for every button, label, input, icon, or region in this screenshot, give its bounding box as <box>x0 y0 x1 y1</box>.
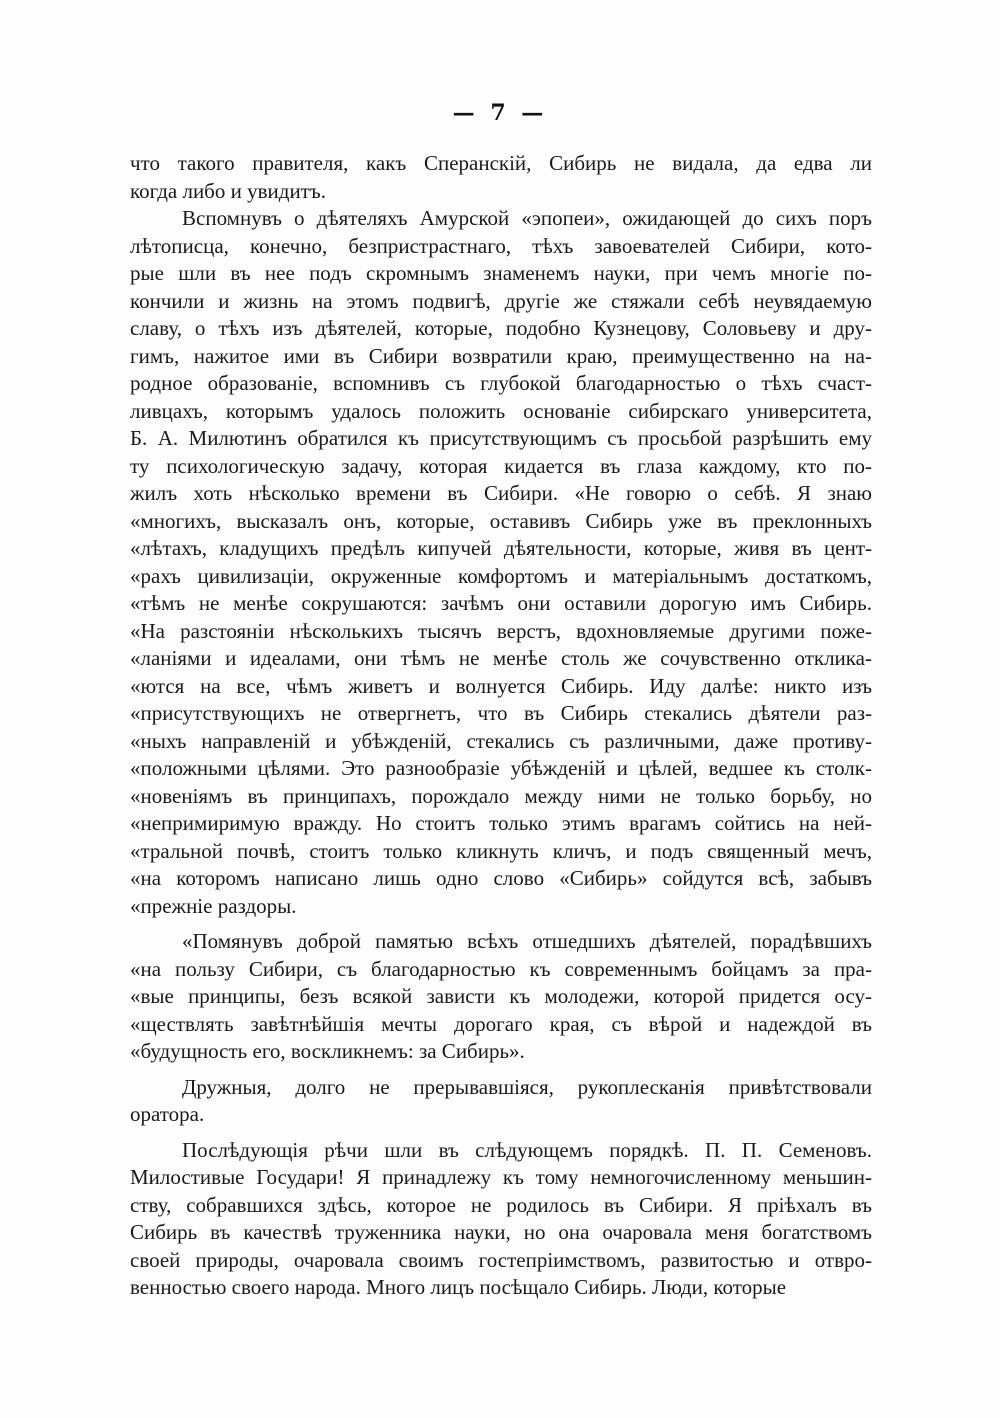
text-line: «Помянувъ доброй памятью всѣхъ отшедшихъ дѣятелей, порадѣвшихъ <box>182 929 872 953</box>
text-line: «рахъ цивилизаціи, окруженные комфортомъ и матеріальнымъ достаткомъ, <box>130 563 872 588</box>
text-line: «тральной почвѣ, стоитъ только кликнуть кличъ, и подъ священный мечъ, <box>130 838 872 863</box>
text-line: Дружныя, долго не прерывавшіяся, рукоплесканія привѣтствовали <box>182 1074 872 1099</box>
text-line: лѣтописца, конечно, безпристрастнаго, тѣхъ завоевателей Сибири, кото- <box>130 233 872 258</box>
page-number: — 7 — <box>452 100 548 126</box>
text-line: «на пользу Сибири, съ благодарностью къ современнымъ бойцамъ за пра- <box>130 956 872 981</box>
text-line: «вые принципы, безъ всякой зависти къ молодежи, которой придется осу- <box>130 984 872 1008</box>
text-line: «На разстояніи нѣсколькихъ тысячъ верстъ, вдохновляемые другими поже- <box>130 618 872 643</box>
text-line: жилъ хоть нѣсколько времени въ Сибири. «Не говорю о себѣ. Я знаю <box>130 481 872 505</box>
text-line: «непримиримую вражду. Но стоитъ только этимъ врагамъ сойтись на ней- <box>130 811 872 835</box>
paragraph <box>130 1137 872 1302</box>
text-line: славу, о тѣхъ изъ дѣятелей, которые, подобно Кузнецову, Соловьеву и дру- <box>130 316 872 340</box>
text-line: «многихъ, высказалъ онъ, которые, оставивъ Сибирь уже въ преклонныхъ <box>130 508 872 533</box>
paragraph <box>130 205 872 920</box>
text-line: ству, собравшихся здѣсь, которое не родилось въ Сибири. Я пріѣхалъ въ <box>130 1192 872 1217</box>
body-text <box>130 150 872 1302</box>
text-line: Вспомнувъ о дѣятеляхъ Амурской «эпопеи», ожидающей до сихъ поръ <box>182 206 872 230</box>
text-line: что такого правителя, какъ Сперанскій, Сибирь не видала, да едва ли <box>130 151 872 175</box>
text-line: своей природы, очаровала своимъ гостепріимствомъ, развитостью и отвро- <box>130 1247 872 1272</box>
text-line: «ныхъ направленій и убѣжденій, стекались съ различными, даже противу- <box>130 728 872 753</box>
paragraph <box>130 150 872 205</box>
text-line: «присутствующихъ не отвергнетъ, что въ Сибирь стекались дѣятели раз- <box>130 701 872 725</box>
text-line: родное образованіе, вспомнивъ съ глубокой благодарностью о тѣхъ счаст- <box>130 371 872 395</box>
text-line: когда либо и увидитъ. <box>130 178 326 203</box>
text-line: «прежніе раздоры. <box>130 893 297 918</box>
text-line: кончили и жизнь на этомъ подвигѣ, другіе же стяжали себѣ неувядаемую <box>130 288 872 313</box>
text-line: ту психологическую задачу, которая кидается въ глаза каждому, кто по- <box>130 453 872 478</box>
text-line: Сибирь въ качествѣ труженника науки, но она очаровала меня богатствомъ <box>130 1220 872 1244</box>
text-line: «новеніямъ въ принципахъ, порождало между ними не только борьбу, но <box>130 783 872 808</box>
text-line: «ются на все, чѣмъ живетъ и волнуется Сибирь. Иду далѣе: никто изъ <box>130 673 872 698</box>
text-line: «ществлять завѣтнѣйшія мечты дорогаго края, съ вѣрой и надеждой въ <box>130 1011 872 1036</box>
paragraph <box>130 1074 872 1129</box>
text-line: гимъ, нажитое ими въ Сибири возвратили краю, преимущественно на на- <box>130 343 872 368</box>
text-line: «лѣтахъ, кладущихъ предѣлъ кипучей дѣятельности, которые, живя въ цент- <box>130 536 872 560</box>
text-line: «будущность его, воскликнемъ: за Сибирь». <box>130 1039 525 1063</box>
text-line: оратора. <box>130 1102 205 1126</box>
text-line: венностью своего народа. Много лицъ посѣщало Сибирь. Люди, которые <box>130 1275 787 1299</box>
text-line: рые шли въ нее подъ скромнымъ знаменемъ науки, при чемъ многіе по- <box>130 261 872 285</box>
text-line: «тѣмъ не менѣе сокрушаются: зачѣмъ они оставили дорогую имъ Сибирь. <box>130 591 872 615</box>
text-line: Б. А. Милютинъ обратился къ присутствующимъ съ просьбой разрѣшить ему <box>130 426 872 450</box>
text-line: «ланіями и идеалами, они тѣмъ не менѣе столь же сочувственно отклика- <box>130 646 872 670</box>
text-line: Милостивые Государи! Я принадлежу къ тому немногочисленному меньшин- <box>130 1165 872 1189</box>
text-line: «положными цѣлями. Это разнообразіе убѣжденій и цѣлей, ведшее къ столк- <box>130 756 872 780</box>
text-line: ливцахъ, которымъ удалось положить основаніе сибирскаго университета, <box>130 398 872 423</box>
text-line: «на которомъ написано лишь одно слово «Сибирь» сойдутся всѣ, забывъ <box>130 866 872 890</box>
paragraph <box>130 928 872 1066</box>
text-line: Послѣдующія рѣчи шли въ слѣдующемъ порядкѣ. П. П. Семеновъ. <box>182 1137 872 1162</box>
